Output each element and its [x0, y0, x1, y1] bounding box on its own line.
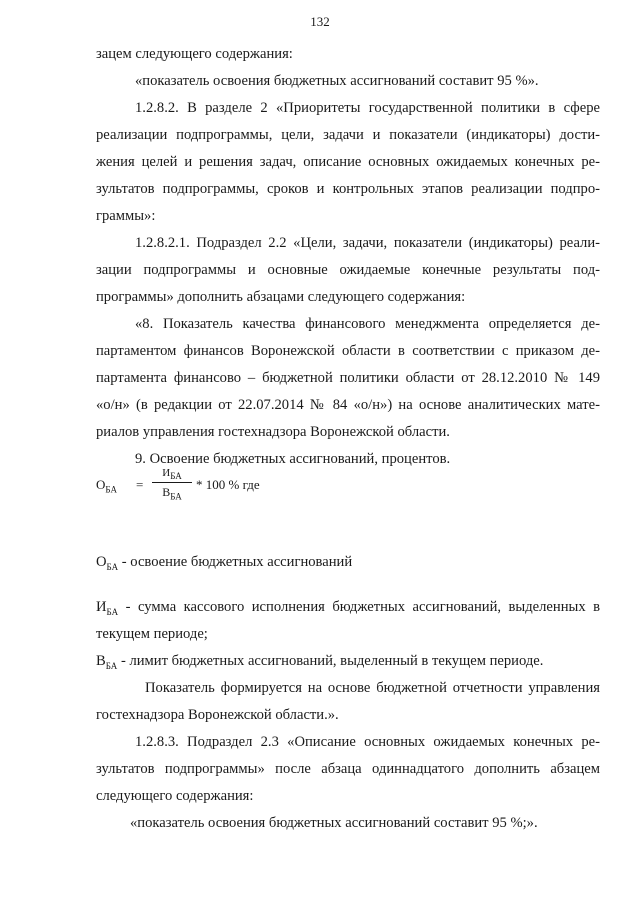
text-line: 1.2.8.3. Подраздел 2.3 «Описание основных ожидаемых конечных ре- — [135, 734, 600, 750]
formula-equals: = — [136, 477, 144, 492]
text-line: жения целей и решения задач, описание основных ожидаемых конечных ре- — [96, 154, 600, 170]
text-line: 1.2.8.2.1. Подраздел 2.2 «Цели, задачи, показатели (индикаторы) реали- — [135, 235, 600, 251]
page-number: 132 — [310, 14, 330, 29]
text-line: 1.2.8.2. В разделе 2 «Приоритеты государственной политики в сфере — [135, 100, 600, 116]
definition-o: $О_{БА}$ - освоение бюджетных ассигнований — [96, 554, 353, 572]
formula-lhs: $О_{БА}$ — [96, 477, 117, 495]
formula-denominator: $В_{БА}$ — [162, 485, 182, 502]
text-line: зультатов подпрограммы, сроков и контрольных этапов реализации подпро- — [96, 181, 600, 197]
text-line: «показатель освоения бюджетных ассигнований составит 95 %». — [135, 73, 539, 89]
definition-b: $В_{БА}$ - лимит бюджетных ассигнований, выделенный в текущем периоде. — [96, 653, 544, 671]
text-line: граммы»: — [96, 208, 156, 224]
formula — [96, 465, 396, 505]
formula-numerator: $И_{БА}$ — [152, 467, 192, 483]
text-line: зультатов подпрограммы» после абзаца одиннадцатого дополнить абзацем — [96, 761, 600, 777]
text-line: 9. Освоение бюджетных ассигнований, процентов. — [135, 451, 451, 467]
text-line: «показатель освоения бюджетных ассигнований составит 95 %;». — [130, 815, 538, 831]
text-line: Показатель формируется на основе бюджетной отчетности управления — [145, 680, 600, 696]
text-line: текущем периоде; — [96, 626, 208, 642]
text-line: «8. Показатель качества финансового менеджмента определяется де- — [135, 316, 600, 332]
text-line: реализации подпрограммы, цели, задачи и показатели (индикаторы) дости- — [96, 127, 600, 143]
text-line: программы» дополнить абзацами следующего содержания: — [96, 289, 466, 305]
text-line: зации подпрограммы и основные ожидаемые конечные результаты под- — [96, 262, 600, 278]
text-line: следующего содержания: — [96, 788, 254, 804]
text-line: зацем следующего содержания: — [96, 46, 293, 62]
text-line: «о/н» (в редакции от 22.07.2014 № 84 «о/н») на основе аналитических мате- — [96, 397, 600, 413]
text-line: гостехнадзора Воронежской области.». — [96, 707, 339, 723]
text-line: партамента финансово – бюджетной политики области от 28.12.2010 № 149 — [96, 370, 600, 386]
formula-rest: * 100 % где — [196, 477, 260, 492]
text-line: риалов управления гостехнадзора Воронежской области. — [96, 424, 450, 440]
formula-fraction — [152, 467, 192, 502]
text-line: партаментом финансов Воронежской области в соответствии с приказом де- — [96, 343, 600, 359]
definition-i: $И_{БА}$ - сумма кассового исполнения бюджетных ассигнований, выделенных в — [96, 599, 600, 617]
